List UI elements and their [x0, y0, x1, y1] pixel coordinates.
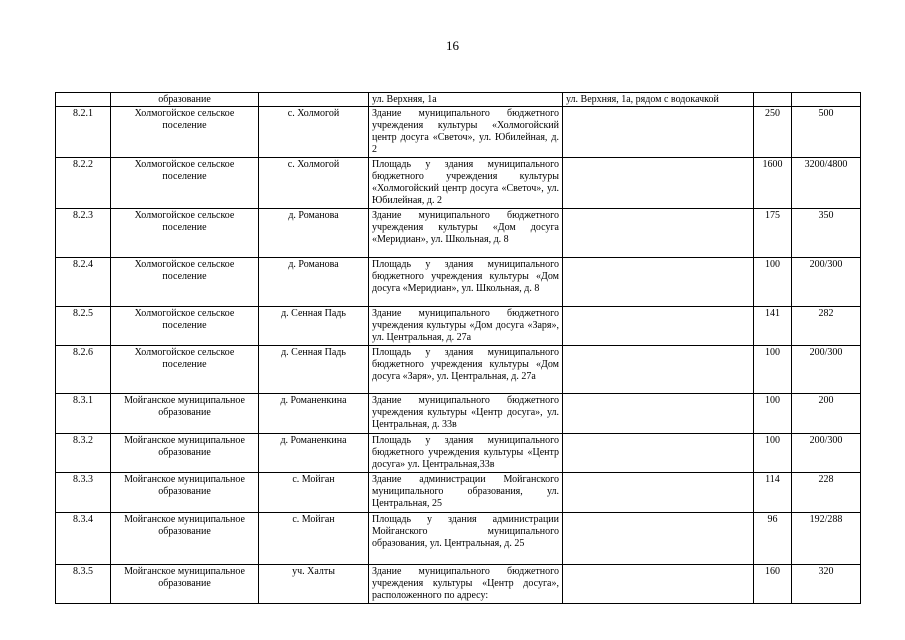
cell-object: Здание муниципального бюджетного учреждения культуры «Центр досуга», ул. Центральная, д. 33в: [369, 394, 563, 434]
table-row: [56, 107, 861, 158]
cell-alt-address: [563, 565, 754, 604]
cell-owner: Холмогойское сельское поселение: [111, 209, 259, 258]
cell-cap1: 100: [754, 394, 792, 434]
cell-num: 8.3.2: [56, 434, 111, 473]
cell-alt-address: [563, 258, 754, 307]
cell-cap2: 282: [792, 307, 861, 346]
cell-cap1: 100: [754, 434, 792, 473]
cell-place: д. Романенкина: [259, 434, 369, 473]
facilities-table: [55, 92, 861, 604]
cell-place: д. Сенная Падь: [259, 307, 369, 346]
cell-num: 8.2.5: [56, 307, 111, 346]
cell-num: 8.2.4: [56, 258, 111, 307]
cell-cap1: 100: [754, 346, 792, 394]
cell-object: Здание муниципального бюджетного учреждения культуры «Дом досуга «Заря», ул. Центральная, д. 27а: [369, 307, 563, 346]
table-row: [56, 158, 861, 209]
cell-cap1: 1600: [754, 158, 792, 209]
cell-object: Площадь у здания администрации Мойганского муниципального образования, ул. Центральная, д. 25: [369, 513, 563, 565]
cell-cap2: 192/288: [792, 513, 861, 565]
cell-object: Здание муниципального бюджетного учреждения культуры «Центр досуга», расположенного по адресу:: [369, 565, 563, 604]
table-row: [56, 346, 861, 394]
cell-alt-address: [563, 394, 754, 434]
cell-owner: Холмогойское сельское поселение: [111, 307, 259, 346]
cell-place: с. Мойган: [259, 513, 369, 565]
cell-place: д. Романова: [259, 209, 369, 258]
cell-cap2: 228: [792, 473, 861, 513]
cell-cap1: 160: [754, 565, 792, 604]
cell-owner: Мойганское муниципальное образование: [111, 434, 259, 473]
cell-num: 8.2.2: [56, 158, 111, 209]
cell-place: с. Мойган: [259, 473, 369, 513]
cell-cap2: 200: [792, 394, 861, 434]
cell-place: [259, 93, 369, 107]
cell-num: 8.3.1: [56, 394, 111, 434]
cell-cap1: [754, 93, 792, 107]
cell-cap2: 200/300: [792, 258, 861, 307]
cell-place: д. Романенкина: [259, 394, 369, 434]
cell-alt-address: [563, 513, 754, 565]
cell-num: [56, 93, 111, 107]
cell-owner: Мойганское муниципальное образование: [111, 394, 259, 434]
cell-num: 8.2.6: [56, 346, 111, 394]
cell-alt-address: [563, 107, 754, 158]
cell-place: д. Романова: [259, 258, 369, 307]
cell-alt-address: [563, 209, 754, 258]
cell-cap1: 96: [754, 513, 792, 565]
cell-num: 8.2.3: [56, 209, 111, 258]
cell-place: д. Сенная Падь: [259, 346, 369, 394]
cell-alt-address: [563, 346, 754, 394]
cell-alt-address: [563, 307, 754, 346]
cell-cap2: 200/300: [792, 346, 861, 394]
cell-cap2: 200/300: [792, 434, 861, 473]
cell-object: Площадь у здания муниципального бюджетного учреждения культуры «Центр досуга» ул. Центральная,33в: [369, 434, 563, 473]
cell-alt-address: [563, 158, 754, 209]
cell-owner: Холмогойское сельское поселение: [111, 258, 259, 307]
cell-object: ул. Верхняя, 1а: [369, 93, 563, 107]
table-row: [56, 307, 861, 346]
cell-object: Здание муниципального бюджетного учреждения культуры «Холмогойский центр досуга «Светоч», ул. Юбилейная, д. 2: [369, 107, 563, 158]
cell-num: 8.2.1: [56, 107, 111, 158]
cell-cap2: [792, 93, 861, 107]
cell-cap1: 250: [754, 107, 792, 158]
cell-cap1: 100: [754, 258, 792, 307]
cell-owner: Холмогойское сельское поселение: [111, 158, 259, 209]
cell-place: с. Холмогой: [259, 158, 369, 209]
cell-object: Площадь у здания муниципального бюджетного учреждения культуры «Холмогойский центр досуга «Светоч», ул. Юбилейная, д. 2: [369, 158, 563, 209]
cell-object: Здание муниципального бюджетного учреждения культуры «Дом досуга «Меридиан», ул. Школьная, д. 8: [369, 209, 563, 258]
page-number: 16: [446, 38, 459, 53]
cell-owner: Мойганское муниципальное образование: [111, 513, 259, 565]
cell-owner: Мойганское муниципальное образование: [111, 565, 259, 604]
table-row: [56, 513, 861, 565]
table-row: [56, 258, 861, 307]
cell-owner: образование: [111, 93, 259, 107]
cell-cap1: 114: [754, 473, 792, 513]
cell-object: Здание администрации Мойганского муниципального образования, ул. Центральная, 25: [369, 473, 563, 513]
cell-cap2: 350: [792, 209, 861, 258]
cell-object: Площадь у здания муниципального бюджетного учреждения культуры «Дом досуга «Меридиан», ул. Школьная, д. 8: [369, 258, 563, 307]
cell-alt-address: [563, 473, 754, 513]
cell-owner: Холмогойское сельское поселение: [111, 346, 259, 394]
cell-alt-address: ул. Верхняя, 1а, рядом с водокачкой: [563, 93, 754, 107]
cell-cap2: 3200/4800: [792, 158, 861, 209]
cell-alt-address: [563, 434, 754, 473]
cell-num: 8.3.5: [56, 565, 111, 604]
cell-owner: Холмогойское сельское поселение: [111, 107, 259, 158]
cell-owner: Мойганское муниципальное образование: [111, 473, 259, 513]
cell-cap1: 141: [754, 307, 792, 346]
continued-row: [56, 93, 861, 107]
cell-cap2: 320: [792, 565, 861, 604]
cell-object: Площадь у здания муниципального бюджетного учреждения культуры «Дом досуга «Заря», ул. Центральная, д. 27а: [369, 346, 563, 394]
cell-num: 8.3.3: [56, 473, 111, 513]
table-row: [56, 565, 861, 604]
cell-cap2: 500: [792, 107, 861, 158]
cell-place: с. Холмогой: [259, 107, 369, 158]
table-row: [56, 434, 861, 473]
table-row: [56, 473, 861, 513]
cell-place: уч. Халты: [259, 565, 369, 604]
table-row: [56, 209, 861, 258]
cell-cap1: 175: [754, 209, 792, 258]
table-row: [56, 394, 861, 434]
cell-num: 8.3.4: [56, 513, 111, 565]
